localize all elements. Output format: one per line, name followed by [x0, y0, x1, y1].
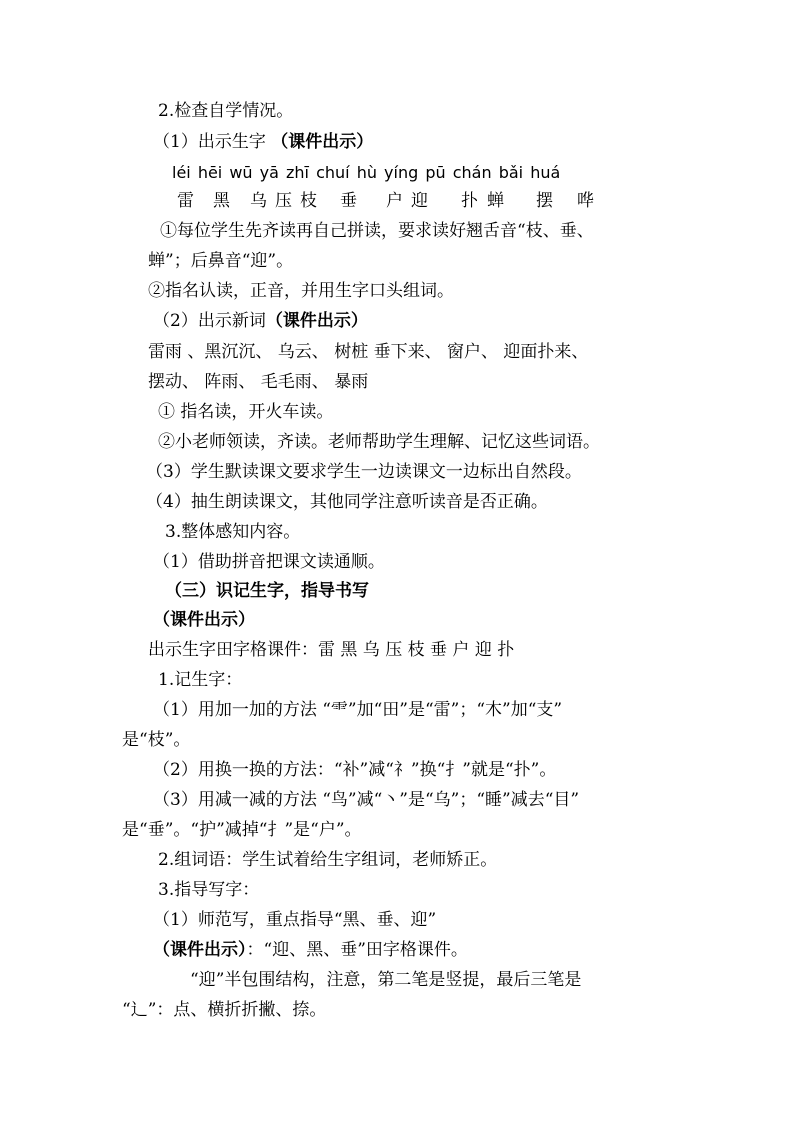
text-line: ②小老师领读，齐读。老师帮助学生理解、记忆这些词语。 — [158, 432, 600, 452]
char-item: 迎 — [411, 191, 428, 211]
text-line: ②指名认读，正音，并用生字口头组词。 — [148, 281, 454, 301]
courseware-note: （课件出示） — [153, 940, 247, 960]
char-item: 摆 — [536, 191, 553, 211]
text-line: （4）抽生朗读课文，其他同学注意听读音是否正确。 — [146, 492, 548, 512]
courseware-note: （课件出示） — [153, 610, 255, 630]
char-item: 乌 — [250, 191, 267, 211]
text-line: （1）用加一加的方法 “⻗”加“田”是“雷”；“木”加“支” — [153, 700, 563, 720]
char-item: 哗 — [577, 191, 594, 211]
text-line: （2）用换一换的方法：“补”减“礻”换“扌”就是“扑”。 — [153, 760, 557, 780]
courseware-note: （课件出示） — [271, 132, 374, 152]
text-line: 1.记生字： — [158, 670, 243, 690]
char-item: 户 — [386, 191, 403, 211]
text-line: ①每位学生先齐读再自己拼读，要求读好翘舌音“枝、垂、 — [160, 221, 594, 241]
step-2-heading: 2.检查自学情况。 — [158, 101, 294, 121]
text-line: （3）学生默读课文要求学生一边读课文一边标出自然段。 — [146, 462, 582, 482]
text-line: “迎”半包围结构，注意，第二笔是竖提，最后三笔是 — [190, 970, 582, 990]
char-item: 扑 — [461, 191, 478, 211]
show-characters-line — [153, 131, 373, 153]
text-line: （1）借助拼音把课文读通顺。 — [153, 552, 385, 572]
pinyin-line: léi hēi wū yā zhī chuí hù yíng pū chán bǎi huá — [172, 163, 561, 182]
show-words-text: （2）出示新词 — [153, 311, 266, 331]
word-list-line: 摆动、 阵雨、 毛毛雨、 暴雨 — [148, 372, 369, 392]
show-words-line — [153, 310, 368, 332]
text-line: ① 指名读，开火车读。 — [158, 402, 334, 422]
section-heading: （三）识记生字，指导书写 — [165, 581, 369, 601]
char-item: 压 — [275, 191, 292, 211]
courseware-note: （课件出示） — [265, 311, 368, 331]
show-characters-text: （1）出示生字 — [153, 132, 272, 152]
text-line: 2.组词语：学生试着给生字组词，老师矫正。 — [158, 850, 498, 870]
text-line: 是“垂”。“护”减掉“扌”是“户”。 — [122, 820, 362, 840]
text-line: 3.整体感知内容。 — [165, 522, 301, 542]
text-line: （1）师范写，重点指导“黑、垂、迎” — [153, 910, 437, 930]
char-item: 雷 — [177, 191, 194, 211]
char-item: 垂 — [340, 191, 357, 211]
char-item: 蝉 — [487, 191, 504, 211]
text-line: 出示生字田字格课件：雷 黑 乌 压 枝 垂 户 迎 扑 — [148, 640, 515, 660]
courseware-text: ：“迎、黑、垂”田字格课件。 — [246, 940, 468, 960]
char-item: 黑 — [213, 191, 230, 211]
text-line: （3）用减一减的方法 “鸟”减“丶”是“乌”；“睡”减去“目” — [153, 790, 580, 810]
courseware-line — [153, 939, 468, 961]
text-line: 是“枝”。 — [122, 730, 191, 750]
text-line: 蝉”；后鼻音“迎”。 — [148, 251, 294, 271]
text-line: 3.指导写字： — [158, 880, 260, 900]
word-list-line: 雷雨 、黑沉沉、 乌云、 树桩 垂下来、 窗户、 迎面扑来、 — [148, 342, 589, 362]
char-item: 枝 — [300, 191, 317, 211]
text-line: “⻌”：点、横折折撇、捺。 — [122, 1000, 327, 1020]
